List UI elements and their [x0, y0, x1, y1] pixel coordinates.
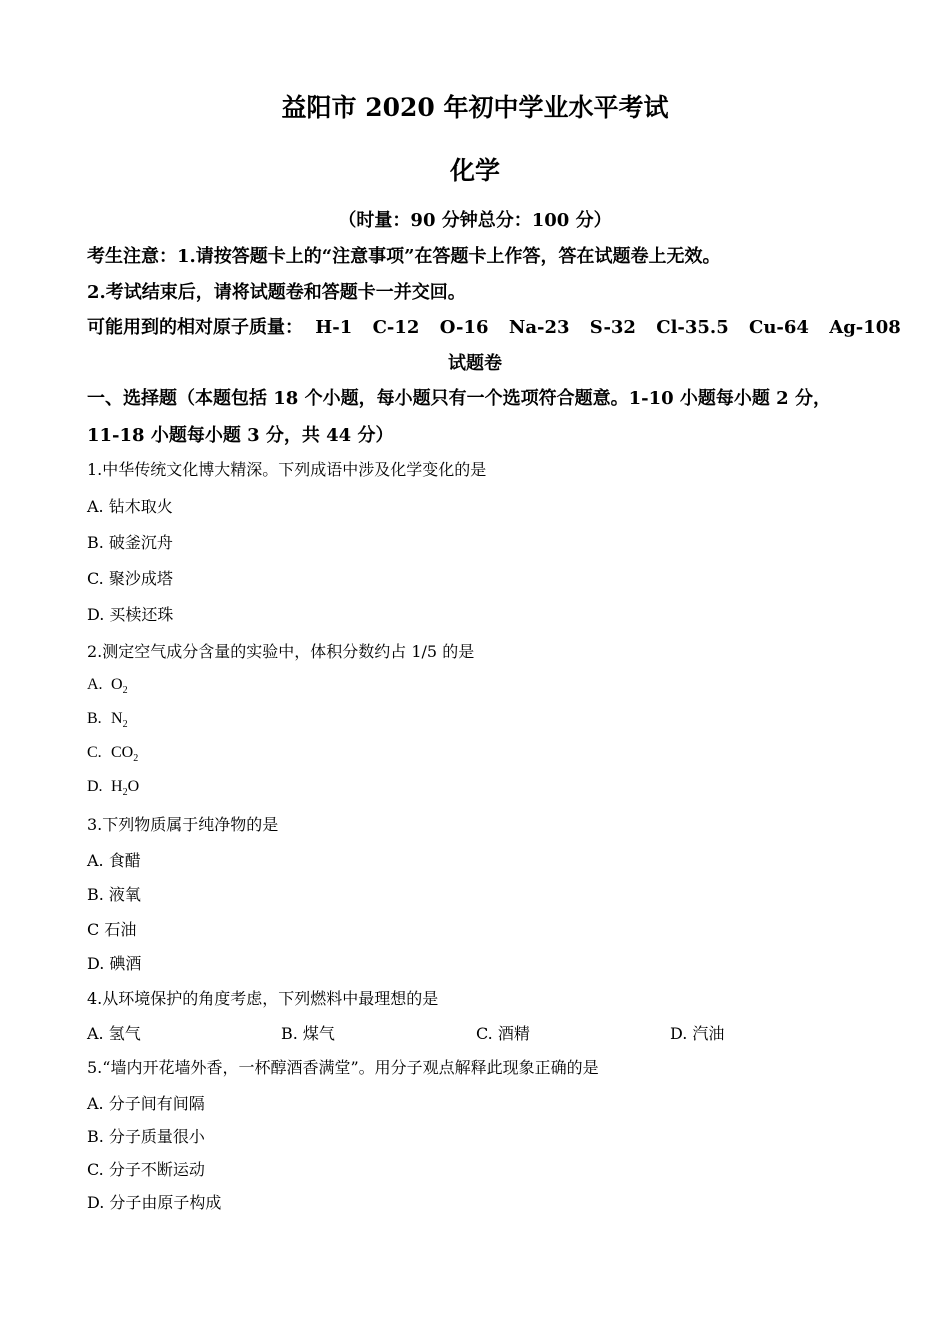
formula-text: CO	[111, 744, 134, 761]
option-item: A. 氢气	[87, 1024, 141, 1043]
notice-line-2: 2.考试结束后，请将试题卷和答题卡一并交回。	[87, 282, 466, 303]
option-item: C. 分子不断运动	[87, 1160, 205, 1179]
formula-subscript: 2	[122, 685, 128, 697]
option-item	[87, 676, 128, 696]
mass-item: S-32	[589, 317, 636, 338]
mass-item: Na-23	[508, 317, 570, 338]
option-letter: C.	[87, 744, 102, 761]
option-item: A. 分子间有间隔	[87, 1094, 205, 1113]
mass-item: Cl-35.5	[656, 317, 729, 338]
option-item: D. 买椟还珠	[87, 605, 174, 624]
option-item: B. 液氧	[87, 885, 141, 904]
option-item: B. 破釜沉舟	[87, 533, 173, 552]
question-stem: 3.下列物质属于纯净物的是	[87, 815, 279, 834]
formula-text: N	[111, 710, 123, 727]
section-heading-line-2: 11-18 小题每小题 3 分，共 44 分）	[87, 425, 394, 446]
mass-item: C-12	[372, 317, 420, 338]
option-letter: B.	[87, 710, 102, 727]
option-letter: A.	[87, 676, 103, 693]
mass-item: Cu-64	[749, 317, 809, 338]
option-item: A. 食醋	[87, 851, 141, 870]
option-row	[87, 1021, 847, 1043]
option-item	[87, 744, 138, 764]
formula-text: O	[111, 676, 123, 693]
option-item	[87, 778, 139, 798]
paper-label: 试题卷	[448, 353, 502, 374]
question-stem: 4.从环境保护的角度考虑，下列燃料中最理想的是	[87, 989, 439, 1008]
formula-subscript: 2	[122, 719, 128, 731]
formula-subscript: 2	[122, 787, 128, 799]
atomic-masses-label: 可能用到的相对原子质量：	[87, 317, 303, 338]
formula-text: H	[111, 778, 123, 795]
section-heading-line-1: 一、选择题（本题包括 18 个小题，每小题只有一个选项符合题意。1-10 小题每小题 2 分，	[87, 388, 831, 409]
option-item: A. 钻木取火	[87, 497, 173, 516]
question-stem: 1.中华传统文化博大精深。下列成语中涉及化学变化的是	[87, 460, 487, 479]
formula-text: O	[127, 778, 140, 795]
option-item: C. 酒精	[476, 1024, 530, 1043]
page-title: 益阳市 2020 年初中学业水平考试	[281, 93, 669, 122]
option-item: D. 碘酒	[87, 954, 142, 973]
subject-title: 化学	[449, 156, 500, 185]
notice-line-1: 考生注意：1.请按答题卡上的“注意事项”在答题卡上作答，答在试题卷上无效。	[87, 246, 721, 267]
question-stem: 2.测定空气成分含量的实验中，体积分数约占 1/5 的是	[87, 642, 475, 661]
option-item: C 石油	[87, 920, 137, 939]
option-item: C. 聚沙成塔	[87, 569, 173, 588]
option-item: D. 分子由原子构成	[87, 1193, 222, 1212]
option-item: B. 煤气	[281, 1024, 335, 1043]
mass-item: Ag-108	[829, 317, 901, 338]
question-stem: 5.“墙内开花墙外香，一杯醇酒香满堂”。用分子观点解释此现象正确的是	[87, 1058, 599, 1077]
option-item	[87, 710, 128, 730]
mass-item: O-16	[439, 317, 489, 338]
formula-subscript: 2	[133, 753, 139, 765]
mass-item: H-1	[315, 317, 353, 338]
option-letter: D.	[87, 778, 103, 795]
option-item: D. 汽油	[670, 1024, 725, 1043]
atomic-masses	[87, 313, 915, 339]
option-item: B. 分子质量很小	[87, 1127, 205, 1146]
time-info: （时量：90 分钟总分：100 分）	[338, 210, 612, 231]
